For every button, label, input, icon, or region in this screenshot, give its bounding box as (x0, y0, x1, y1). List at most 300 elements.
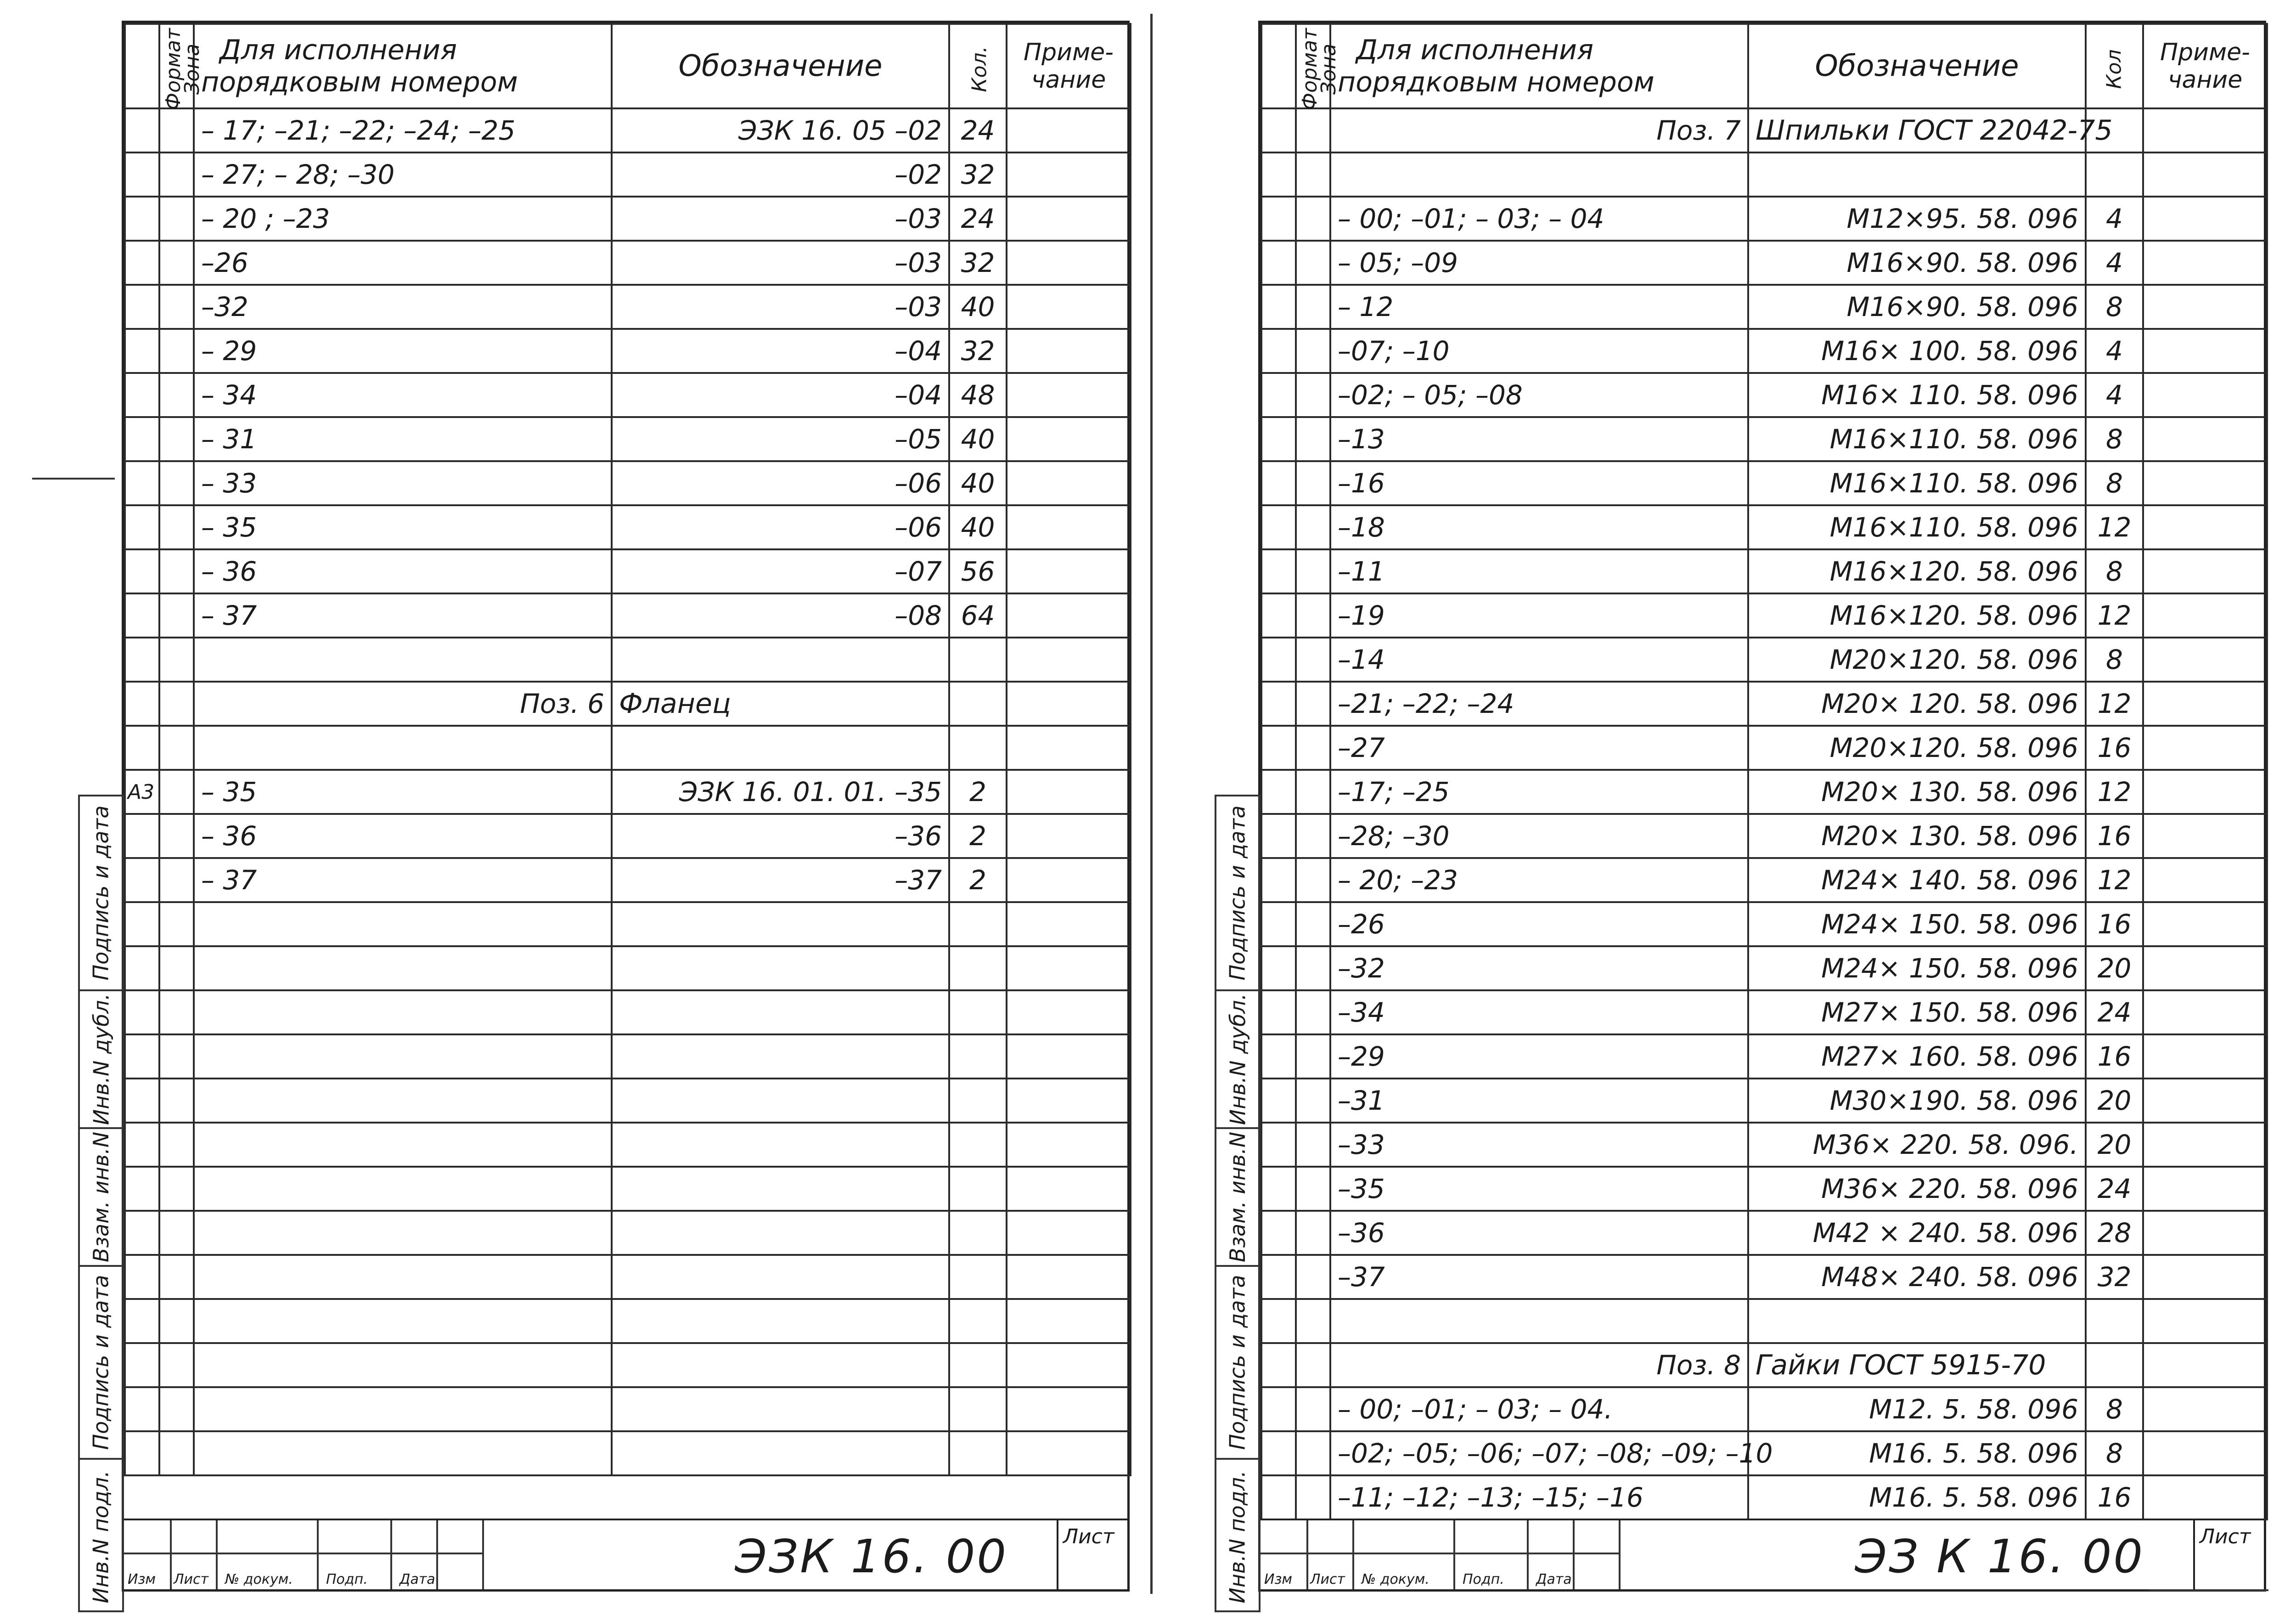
table-row (1261, 1079, 2267, 1123)
stamp-label: Инв.N дубл. (89, 993, 114, 1125)
designation-cell: М24× 140. 58. 096 (1748, 858, 2086, 902)
execution-cell: –11; –12; –13; –15; –16 (1330, 1475, 1748, 1519)
zone-cell (1296, 990, 1330, 1034)
table-row (125, 461, 1131, 505)
designation-header: Обозначение (1748, 24, 2086, 108)
designation-cell: –03 (612, 241, 949, 285)
table-row (1261, 417, 2267, 461)
empty-row (125, 1079, 1131, 1123)
execution-cell: – 36 (194, 549, 612, 593)
format-cell (125, 417, 159, 461)
designation-cell: –02 (612, 152, 949, 197)
designation-header: Обозначение (612, 24, 949, 108)
empty-cell (1007, 1343, 1131, 1387)
note-cell (1007, 682, 1131, 726)
empty-row (125, 1255, 1131, 1299)
empty-cell (1007, 1211, 1131, 1255)
format-cell (1261, 329, 1296, 373)
qty-cell: 2 (949, 858, 1007, 902)
zone-cell (1296, 638, 1330, 682)
qty-cell: 64 (949, 593, 1007, 638)
execution-cell: – 05; –09 (1330, 241, 1748, 285)
empty-cell (159, 1343, 194, 1387)
note-cell (2143, 593, 2267, 638)
empty-cell (612, 638, 949, 682)
format-cell (125, 285, 159, 329)
note-cell (1007, 241, 1131, 285)
zone-cell (1296, 902, 1330, 946)
zone-cell (1296, 549, 1330, 593)
execution-cell: –36 (1330, 1211, 1748, 1255)
zone-cell (1296, 108, 1330, 152)
zone-cell (159, 373, 194, 417)
empty-cell (612, 1255, 949, 1299)
table-row (125, 417, 1131, 461)
format-cell (1261, 505, 1296, 549)
empty-cell (194, 726, 612, 770)
zone-cell (1296, 1255, 1330, 1299)
zone-cell (1296, 682, 1330, 726)
qty-cell: 4 (2086, 329, 2143, 373)
empty-cell (612, 1123, 949, 1167)
empty-cell (159, 902, 194, 946)
tb-izm: Изм (128, 1571, 156, 1587)
qty-cell: 8 (2086, 1431, 2143, 1475)
designation-cell: М20×120. 58. 096 (1748, 638, 2086, 682)
zone-cell (159, 682, 194, 726)
note-cell (1007, 549, 1131, 593)
empty-row (125, 1167, 1131, 1211)
empty-cell (949, 1034, 1007, 1079)
zone-cell (1296, 373, 1330, 417)
note-cell (2143, 946, 2267, 990)
qty-cell: 20 (2086, 1123, 2143, 1167)
qty-cell: 16 (2086, 726, 2143, 770)
stamp-sign-date-2 (80, 796, 122, 989)
table-row (1261, 285, 2267, 329)
execution-cell: –19 (1330, 593, 1748, 638)
empty-cell (159, 638, 194, 682)
scan-mark (32, 478, 115, 480)
empty-cell (159, 1123, 194, 1167)
format-cell (1261, 1255, 1296, 1299)
stamp-vzam-inv (1216, 1127, 1259, 1265)
empty-cell (125, 1299, 159, 1343)
empty-cell (1748, 1299, 2086, 1343)
note-header: Приме- чание (1007, 24, 1131, 108)
qty-cell: 12 (2086, 682, 2143, 726)
stamp-label: Инв.N подл. (1225, 1470, 1250, 1604)
table-row (1261, 505, 2267, 549)
pos7-name: Шпильки ГОСТ 22042-75 (1748, 108, 2086, 152)
empty-cell (1330, 1299, 1748, 1343)
format-cell (1261, 285, 1296, 329)
zone-cell (159, 461, 194, 505)
empty-cell (1007, 1034, 1131, 1079)
qty-cell: 48 (949, 373, 1007, 417)
pos6-label: Поз. 6 (194, 682, 612, 726)
format-cell (1261, 1431, 1296, 1475)
empty-cell (1007, 990, 1131, 1034)
empty-cell (194, 1079, 612, 1123)
empty-cell (194, 1299, 612, 1343)
empty-cell (949, 638, 1007, 682)
format-cell (1261, 990, 1296, 1034)
designation-cell: –06 (612, 461, 949, 505)
table-row (125, 373, 1131, 417)
qty-cell (949, 682, 1007, 726)
format-cell (125, 814, 159, 858)
zone-cell (159, 770, 194, 814)
empty-cell (612, 1079, 949, 1123)
table-row (1261, 814, 2267, 858)
empty-cell (612, 726, 949, 770)
format-cell (1261, 1343, 1296, 1387)
execution-cell: – 35 (194, 505, 612, 549)
empty-cell (612, 902, 949, 946)
execution-cell: –21; –22; –24 (1330, 682, 1748, 726)
stamp-vzam-inv (80, 1127, 122, 1265)
note-cell (2143, 638, 2267, 682)
empty-cell (1007, 1079, 1131, 1123)
qty-cell: 16 (2086, 1475, 2143, 1519)
designation-cell: –07 (612, 549, 949, 593)
empty-cell (194, 990, 612, 1034)
empty-cell (612, 1211, 949, 1255)
format-cell (1261, 770, 1296, 814)
execution-cell: –13 (1330, 417, 1748, 461)
empty-cell (125, 638, 159, 682)
designation-cell: ЭЗК 16. 01. 01. –35 (612, 770, 949, 814)
table-row (1261, 373, 2267, 417)
execution-cell: – 27; – 28; –30 (194, 152, 612, 197)
tb-sign: Подп. (326, 1571, 368, 1587)
format-cell (1261, 1475, 1296, 1519)
empty-cell (949, 1431, 1007, 1475)
empty-cell (194, 902, 612, 946)
table-row (125, 152, 1131, 197)
pos8-row (1261, 1343, 2267, 1387)
empty-cell (949, 946, 1007, 990)
empty-cell (612, 946, 949, 990)
zone-cell (1296, 285, 1330, 329)
empty-cell (194, 1343, 612, 1387)
tb-list: Лист (174, 1571, 209, 1587)
execution-cell: – 20; –23 (1330, 858, 1748, 902)
execution-cell: – 12 (1330, 285, 1748, 329)
empty-cell (949, 1343, 1007, 1387)
right-title-block (1261, 1519, 2264, 1589)
format-cell (1261, 373, 1296, 417)
zone-cell (159, 593, 194, 638)
designation-cell: М20× 130. 58. 096 (1748, 814, 2086, 858)
empty-cell (159, 1299, 194, 1343)
note-cell (2143, 197, 2267, 241)
left-spec-table (124, 23, 1131, 1476)
table-row (1261, 1167, 2267, 1211)
table-row (1261, 638, 2267, 682)
empty-cell (159, 1387, 194, 1431)
qty-cell: 20 (2086, 946, 2143, 990)
designation-cell: М16. 5. 58. 096 (1748, 1475, 2086, 1519)
table-row (125, 858, 1131, 902)
format-header: Формат (1261, 24, 1296, 108)
format-cell (125, 549, 159, 593)
note-cell (1007, 152, 1131, 197)
note-cell (2143, 1343, 2267, 1387)
designation-cell: –37 (612, 858, 949, 902)
empty-cell (159, 1255, 194, 1299)
empty-cell (1007, 1123, 1131, 1167)
table-row (1261, 1211, 2267, 1255)
execution-cell: –02; –05; –06; –07; –08; –09; –10 (1330, 1431, 1748, 1475)
qty-cell: 2 (949, 770, 1007, 814)
designation-cell: М20×120. 58. 096 (1748, 726, 2086, 770)
note-cell (2143, 1123, 2267, 1167)
table-row (125, 329, 1131, 373)
qty-header: Кол. (949, 24, 1007, 108)
note-cell (2143, 1034, 2267, 1079)
pos6-name: Фланец (612, 682, 949, 726)
designation-cell: М16. 5. 58. 096 (1748, 1431, 2086, 1475)
empty-cell (2086, 1299, 2143, 1343)
empty-cell (125, 946, 159, 990)
zone-cell (159, 417, 194, 461)
execution-cell: –11 (1330, 549, 1748, 593)
empty-cell (1007, 1387, 1131, 1431)
note-header: Приме- чание (2143, 24, 2267, 108)
note-cell (2143, 1211, 2267, 1255)
left-doc-code: ЭЗК 16. 00 (735, 1530, 1008, 1583)
format-cell (125, 682, 159, 726)
execution-cell: – 17; –21; –22; –24; –25 (194, 108, 612, 152)
stamp-label: Инв.N дубл. (1225, 993, 1250, 1125)
format-cell (1261, 549, 1296, 593)
pos8-label: Поз. 8 (1330, 1343, 1748, 1387)
right-rows (1261, 108, 2267, 1519)
qty-cell (2086, 1343, 2143, 1387)
pos7-label: Поз. 7 (1330, 108, 1748, 152)
note-cell (2143, 461, 2267, 505)
execution-cell: –34 (1330, 990, 1748, 1034)
format-cell (1261, 197, 1296, 241)
qty-cell: 32 (949, 152, 1007, 197)
designation-cell: М12. 5. 58. 096 (1748, 1387, 2086, 1431)
qty-cell: 2 (949, 814, 1007, 858)
empty-cell (125, 990, 159, 1034)
qty-cell: 8 (2086, 461, 2143, 505)
table-row (125, 285, 1131, 329)
qty-cell: 32 (2086, 1255, 2143, 1299)
zone-cell (159, 549, 194, 593)
zone-cell (1296, 1387, 1330, 1431)
table-row (1261, 990, 2267, 1034)
right-sheet-box (2193, 1520, 2264, 1589)
stamp-label: Взам. инв.N (89, 1131, 114, 1263)
format-cell (1261, 1123, 1296, 1167)
left-sheet (89, 21, 1130, 1604)
table-row (1261, 770, 2267, 814)
zone-cell (1296, 461, 1330, 505)
empty-cell (125, 1255, 159, 1299)
format-cell (125, 858, 159, 902)
empty-cell (1007, 1431, 1131, 1475)
empty-row (1261, 1299, 2267, 1343)
empty-cell (612, 1343, 949, 1387)
format-cell (1261, 1079, 1296, 1123)
empty-row (125, 902, 1131, 946)
designation-cell: М16×110. 58. 096 (1748, 505, 2086, 549)
stamp-sign-date-2 (1216, 796, 1259, 989)
format-cell (1261, 1387, 1296, 1431)
qty-cell: 28 (2086, 1211, 2143, 1255)
qty-cell: 24 (2086, 1167, 2143, 1211)
designation-cell: М36× 220. 58. 096 (1748, 1167, 2086, 1211)
note-cell (2143, 1387, 2267, 1431)
empty-cell (949, 1123, 1007, 1167)
note-cell (2143, 417, 2267, 461)
note-cell (2143, 285, 2267, 329)
execution-cell: – 37 (194, 593, 612, 638)
stamp-inv-podl (80, 1458, 122, 1614)
zone-cell (1296, 1343, 1330, 1387)
empty-row (125, 1431, 1131, 1475)
empty-cell (125, 1387, 159, 1431)
designation-cell: М27× 160. 58. 096 (1748, 1034, 2086, 1079)
qty-cell: 16 (2086, 902, 2143, 946)
right-sheet (1225, 21, 2266, 1604)
note-cell (2143, 329, 2267, 373)
qty-cell: 12 (2086, 858, 2143, 902)
empty-cell (159, 1167, 194, 1211)
designation-cell: М20× 130. 58. 096 (1748, 770, 2086, 814)
empty-cell (159, 946, 194, 990)
note-cell (1007, 417, 1131, 461)
execution-cell: – 00; –01; – 03; – 04. (1330, 1387, 1748, 1431)
empty-cell (159, 726, 194, 770)
qty-header: Кол (2086, 24, 2143, 108)
execution-cell: – 31 (194, 417, 612, 461)
table-row (125, 593, 1131, 638)
format-cell (1261, 638, 1296, 682)
format-cell (1261, 108, 1296, 152)
note-cell (2143, 1255, 2267, 1299)
designation-cell: –03 (612, 285, 949, 329)
empty-cell (159, 1034, 194, 1079)
empty-row (125, 1387, 1131, 1431)
execution-cell: – 35 (194, 770, 612, 814)
execution-cell: –33 (1330, 1123, 1748, 1167)
designation-cell: М16×120. 58. 096 (1748, 593, 2086, 638)
qty-cell: 4 (2086, 373, 2143, 417)
note-cell (1007, 858, 1131, 902)
qty-cell: 8 (2086, 549, 2143, 593)
empty-row (125, 726, 1131, 770)
designation-cell: М16× 100. 58. 096 (1748, 329, 2086, 373)
qty-cell: 32 (949, 241, 1007, 285)
empty-cell (1261, 1299, 1296, 1343)
empty-cell (1007, 638, 1131, 682)
empty-cell (194, 638, 612, 682)
note-cell (2143, 1431, 2267, 1475)
empty-cell (2086, 152, 2143, 197)
table-row (1261, 593, 2267, 638)
designation-cell: –05 (612, 417, 949, 461)
right-side-stamp (1215, 795, 1261, 1612)
format-cell (125, 152, 159, 197)
stamp-label: Инв.N подл. (89, 1470, 114, 1604)
note-cell (2143, 549, 2267, 593)
stamp-label: Подпись и дата (89, 1275, 113, 1450)
empty-cell (2143, 152, 2267, 197)
format-cell (1261, 1211, 1296, 1255)
empty-row (125, 1034, 1131, 1079)
designation-cell: М16×90. 58. 096 (1748, 285, 2086, 329)
qty-cell: 24 (949, 108, 1007, 152)
tb-doc-no: № докум. (1362, 1571, 1429, 1587)
execution-cell: –07; –10 (1330, 329, 1748, 373)
empty-cell (1007, 946, 1131, 990)
empty-cell (194, 1431, 612, 1475)
designation-cell: ЭЗК 16. 05 –02 (612, 108, 949, 152)
empty-row (125, 946, 1131, 990)
stamp-sign-date-1 (80, 1265, 122, 1458)
empty-row (125, 1123, 1131, 1167)
note-cell (2143, 505, 2267, 549)
qty-cell: 8 (2086, 285, 2143, 329)
qty-cell: 16 (2086, 1034, 2143, 1079)
qty-cell: 12 (2086, 593, 2143, 638)
designation-cell: М16×110. 58. 096 (1748, 417, 2086, 461)
empty-cell (949, 1079, 1007, 1123)
zone-cell (1296, 241, 1330, 285)
note-cell (2143, 108, 2267, 152)
format-cell (1261, 814, 1296, 858)
qty-cell: 40 (949, 285, 1007, 329)
qty-cell: 56 (949, 549, 1007, 593)
execution-cell: – 20 ; –23 (194, 197, 612, 241)
note-cell (1007, 505, 1131, 549)
note-cell (1007, 329, 1131, 373)
stamp-label: Взам. инв.N (1225, 1131, 1250, 1263)
execution-cell: –26 (1330, 902, 1748, 946)
empty-cell (612, 1167, 949, 1211)
qty-cell: 4 (2086, 197, 2143, 241)
qty-cell: 20 (2086, 1079, 2143, 1123)
format-header: Формат (125, 24, 159, 108)
zone-cell (1296, 1211, 1330, 1255)
table-row (1261, 682, 2267, 726)
designation-cell: М16×120. 58. 096 (1748, 549, 2086, 593)
note-cell (2143, 858, 2267, 902)
empty-cell (125, 726, 159, 770)
note-cell (1007, 373, 1131, 417)
scan-mark (2149, 1589, 2268, 1591)
zone-cell (159, 152, 194, 197)
zone-cell (1296, 858, 1330, 902)
tb-list: Лист (1310, 1571, 1345, 1587)
zone-cell (1296, 505, 1330, 549)
zone-cell (1296, 770, 1330, 814)
format-cell (1261, 417, 1296, 461)
empty-cell (949, 990, 1007, 1034)
zone-cell (159, 285, 194, 329)
empty-cell (949, 1387, 1007, 1431)
table-row (1261, 1475, 2267, 1519)
right-title-grid (1261, 1520, 1619, 1589)
designation-cell: М12×95. 58. 096 (1748, 197, 2086, 241)
zone-cell (1296, 814, 1330, 858)
